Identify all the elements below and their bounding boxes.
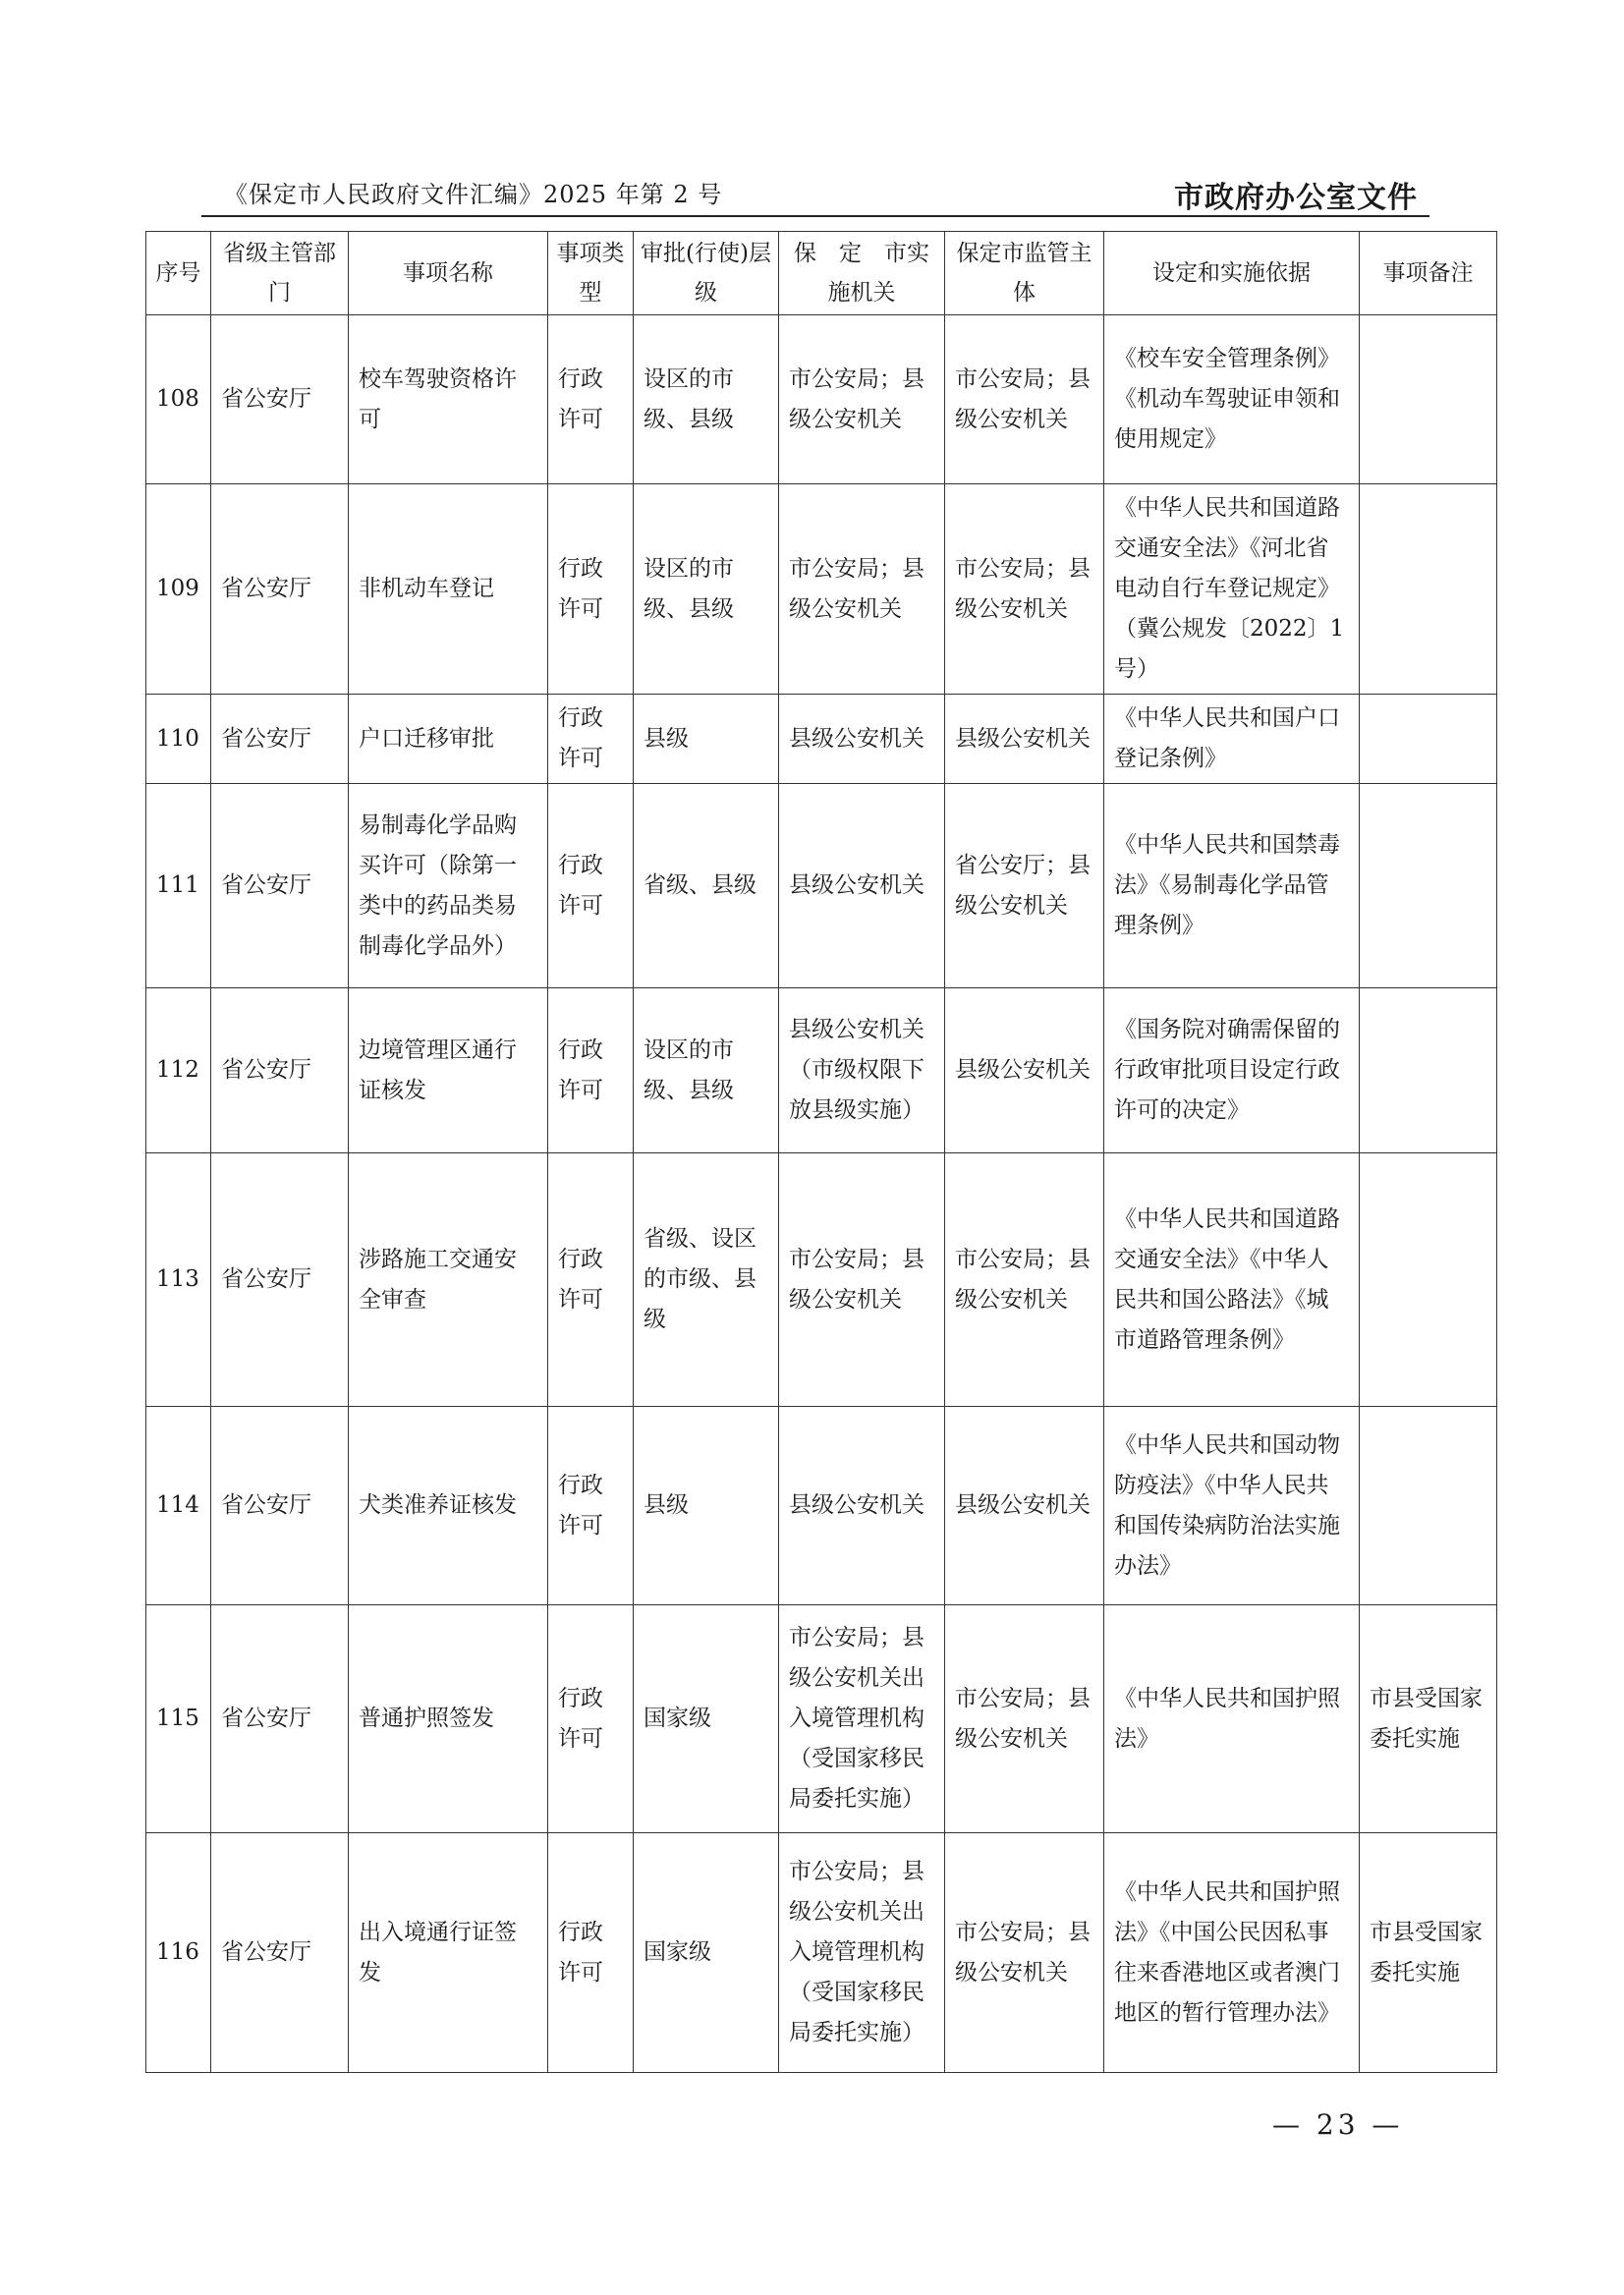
row-basis: 《校车安全管理条例》《机动车驾驶证申领和使用规定》 — [1104, 315, 1360, 484]
row-supervisor: 市公安局；县级公安机关 — [945, 1153, 1104, 1407]
row-number: 108 — [146, 315, 211, 484]
table-row — [146, 315, 1497, 484]
row-basis: 《中华人民共和国护照法》 — [1104, 1605, 1360, 1833]
row-level: 省级、县级 — [634, 784, 779, 988]
table-row — [146, 988, 1497, 1153]
row-remark — [1360, 315, 1497, 484]
row-supervisor: 市公安局；县级公安机关 — [945, 315, 1104, 484]
row-item-name: 边境管理区通行证核发 — [349, 988, 548, 1153]
column-header-name: 事项名称 — [349, 232, 548, 315]
row-item-type: 行政许可 — [548, 315, 634, 484]
column-header-no: 序号 — [146, 232, 211, 315]
row-level: 国家级 — [634, 1605, 779, 1833]
row-number: 113 — [146, 1153, 211, 1407]
row-item-type: 行政许可 — [548, 1833, 634, 2073]
row-level: 县级 — [634, 695, 779, 784]
row-supervisor: 县级公安机关 — [945, 695, 1104, 784]
table-header-row — [146, 232, 1497, 315]
row-item-type: 行政许可 — [548, 1153, 634, 1407]
row-agency: 县级公安机关 — [779, 784, 945, 988]
column-header-level: 审批(行使)层 级 — [634, 232, 779, 315]
row-number: 114 — [146, 1407, 211, 1605]
table-row — [146, 1407, 1497, 1605]
row-remark — [1360, 784, 1497, 988]
column-header-dept: 省级主管部 门 — [211, 232, 349, 315]
row-agency: 市公安局；县级公安机关出入境管理机构（受国家移民局委托实施） — [779, 1833, 945, 2073]
row-item-name: 非机动车登记 — [349, 484, 548, 695]
row-remark — [1360, 484, 1497, 695]
row-basis: 《中华人民共和国禁毒法》《易制毒化学品管理条例》 — [1104, 784, 1360, 988]
column-header-supervisor: 保定市监管主体 — [945, 232, 1104, 315]
row-item-type: 行政许可 — [548, 484, 634, 695]
row-level: 设区的市级、县级 — [634, 484, 779, 695]
row-dept: 省公安厅 — [211, 315, 349, 484]
row-item-type: 行政许可 — [548, 784, 634, 988]
row-supervisor: 县级公安机关 — [945, 1407, 1104, 1605]
row-agency: 县级公安机关 — [779, 1407, 945, 1605]
row-agency: 县级公安机关 — [779, 695, 945, 784]
row-dept: 省公安厅 — [211, 988, 349, 1153]
row-basis: 《中华人民共和国户口登记条例》 — [1104, 695, 1360, 784]
row-item-type: 行政许可 — [548, 1605, 634, 1833]
row-item-name: 犬类准养证核发 — [349, 1407, 548, 1605]
row-level: 设区的市级、县级 — [634, 315, 779, 484]
row-level: 县级 — [634, 1407, 779, 1605]
row-supervisor: 省公安厅；县级公安机关 — [945, 784, 1104, 988]
row-remark: 市县受国家委托实施 — [1360, 1605, 1497, 1833]
row-number: 112 — [146, 988, 211, 1153]
row-item-name: 涉路施工交通安全审查 — [349, 1153, 548, 1407]
table-row — [146, 1605, 1497, 1833]
row-agency: 市公安局；县级公安机关 — [779, 1153, 945, 1407]
row-remark — [1360, 988, 1497, 1153]
column-header-basis: 设定和实施依据 — [1104, 232, 1360, 315]
row-agency: 市公安局；县级公安机关出入境管理机构（受国家移民局委托实施） — [779, 1605, 945, 1833]
row-item-name: 校车驾驶资格许可 — [349, 315, 548, 484]
section-title: 市政府办公室文件 — [1174, 181, 1418, 215]
permit-table — [145, 231, 1497, 2073]
column-header-agency: 保 定 市实施机关 — [779, 232, 945, 315]
row-level: 省级、设区的市级、县级 — [634, 1153, 779, 1407]
row-dept: 省公安厅 — [211, 1407, 349, 1605]
row-level: 设区的市级、县级 — [634, 988, 779, 1153]
row-number: 109 — [146, 484, 211, 695]
row-number: 111 — [146, 784, 211, 988]
table-row — [146, 1833, 1497, 2073]
row-dept: 省公安厅 — [211, 1153, 349, 1407]
row-agency: 市公安局；县级公安机关 — [779, 484, 945, 695]
page-number: — 23 — — [1272, 2108, 1404, 2141]
row-remark — [1360, 695, 1497, 784]
row-agency: 市公安局；县级公安机关 — [779, 315, 945, 484]
row-basis: 《中华人民共和国道路交通安全法》《中华人民共和国公路法》《城市道路管理条例》 — [1104, 1153, 1360, 1407]
row-number: 110 — [146, 695, 211, 784]
row-item-type: 行政许可 — [548, 695, 634, 784]
row-basis: 《中华人民共和国道路交通安全法》《河北省电动自行车登记规定》（冀公规发〔2022〕1 号） — [1104, 484, 1360, 695]
header-divider — [201, 215, 1429, 217]
row-remark — [1360, 1153, 1497, 1407]
row-level: 国家级 — [634, 1833, 779, 2073]
row-basis: 《中华人民共和国护照法》《中国公民因私事往来香港地区或者澳门地区的暂行管理办法》 — [1104, 1833, 1360, 2073]
row-dept: 省公安厅 — [211, 1833, 349, 2073]
row-item-type: 行政许可 — [548, 988, 634, 1153]
row-supervisor: 市公安局；县级公安机关 — [945, 484, 1104, 695]
row-dept: 省公安厅 — [211, 784, 349, 988]
row-item-name: 普通护照签发 — [349, 1605, 548, 1833]
table-row — [146, 484, 1497, 695]
row-remark: 市县受国家委托实施 — [1360, 1833, 1497, 2073]
row-dept: 省公安厅 — [211, 484, 349, 695]
row-agency: 县级公安机关（市级权限下放县级实施） — [779, 988, 945, 1153]
table-row — [146, 784, 1497, 988]
row-supervisor: 市公安局；县级公安机关 — [945, 1605, 1104, 1833]
row-number: 115 — [146, 1605, 211, 1833]
row-basis: 《国务院对确需保留的行政审批项目设定行政许可的决定》 — [1104, 988, 1360, 1153]
row-number: 116 — [146, 1833, 211, 2073]
row-basis: 《中华人民共和国动物防疫法》《中华人民共和国传染病防治法实施办法》 — [1104, 1407, 1360, 1605]
row-item-name: 易制毒化学品购买许可（除第一类中的药品类易制毒化学品外） — [349, 784, 548, 988]
row-remark — [1360, 1407, 1497, 1605]
row-supervisor: 县级公安机关 — [945, 988, 1104, 1153]
row-item-type: 行政许可 — [548, 1407, 634, 1605]
column-header-remark: 事项备注 — [1360, 232, 1497, 315]
row-dept: 省公安厅 — [211, 1605, 349, 1833]
row-item-name: 户口迁移审批 — [349, 695, 548, 784]
table-row — [146, 1153, 1497, 1407]
row-dept: 省公安厅 — [211, 695, 349, 784]
publication-title: 《保定市人民政府文件汇编》2025 年第 2 号 — [224, 181, 723, 208]
table-row — [146, 695, 1497, 784]
column-header-type: 事项类型 — [548, 232, 634, 315]
row-item-name: 出入境通行证签发 — [349, 1833, 548, 2073]
row-supervisor: 市公安局；县级公安机关 — [945, 1833, 1104, 2073]
